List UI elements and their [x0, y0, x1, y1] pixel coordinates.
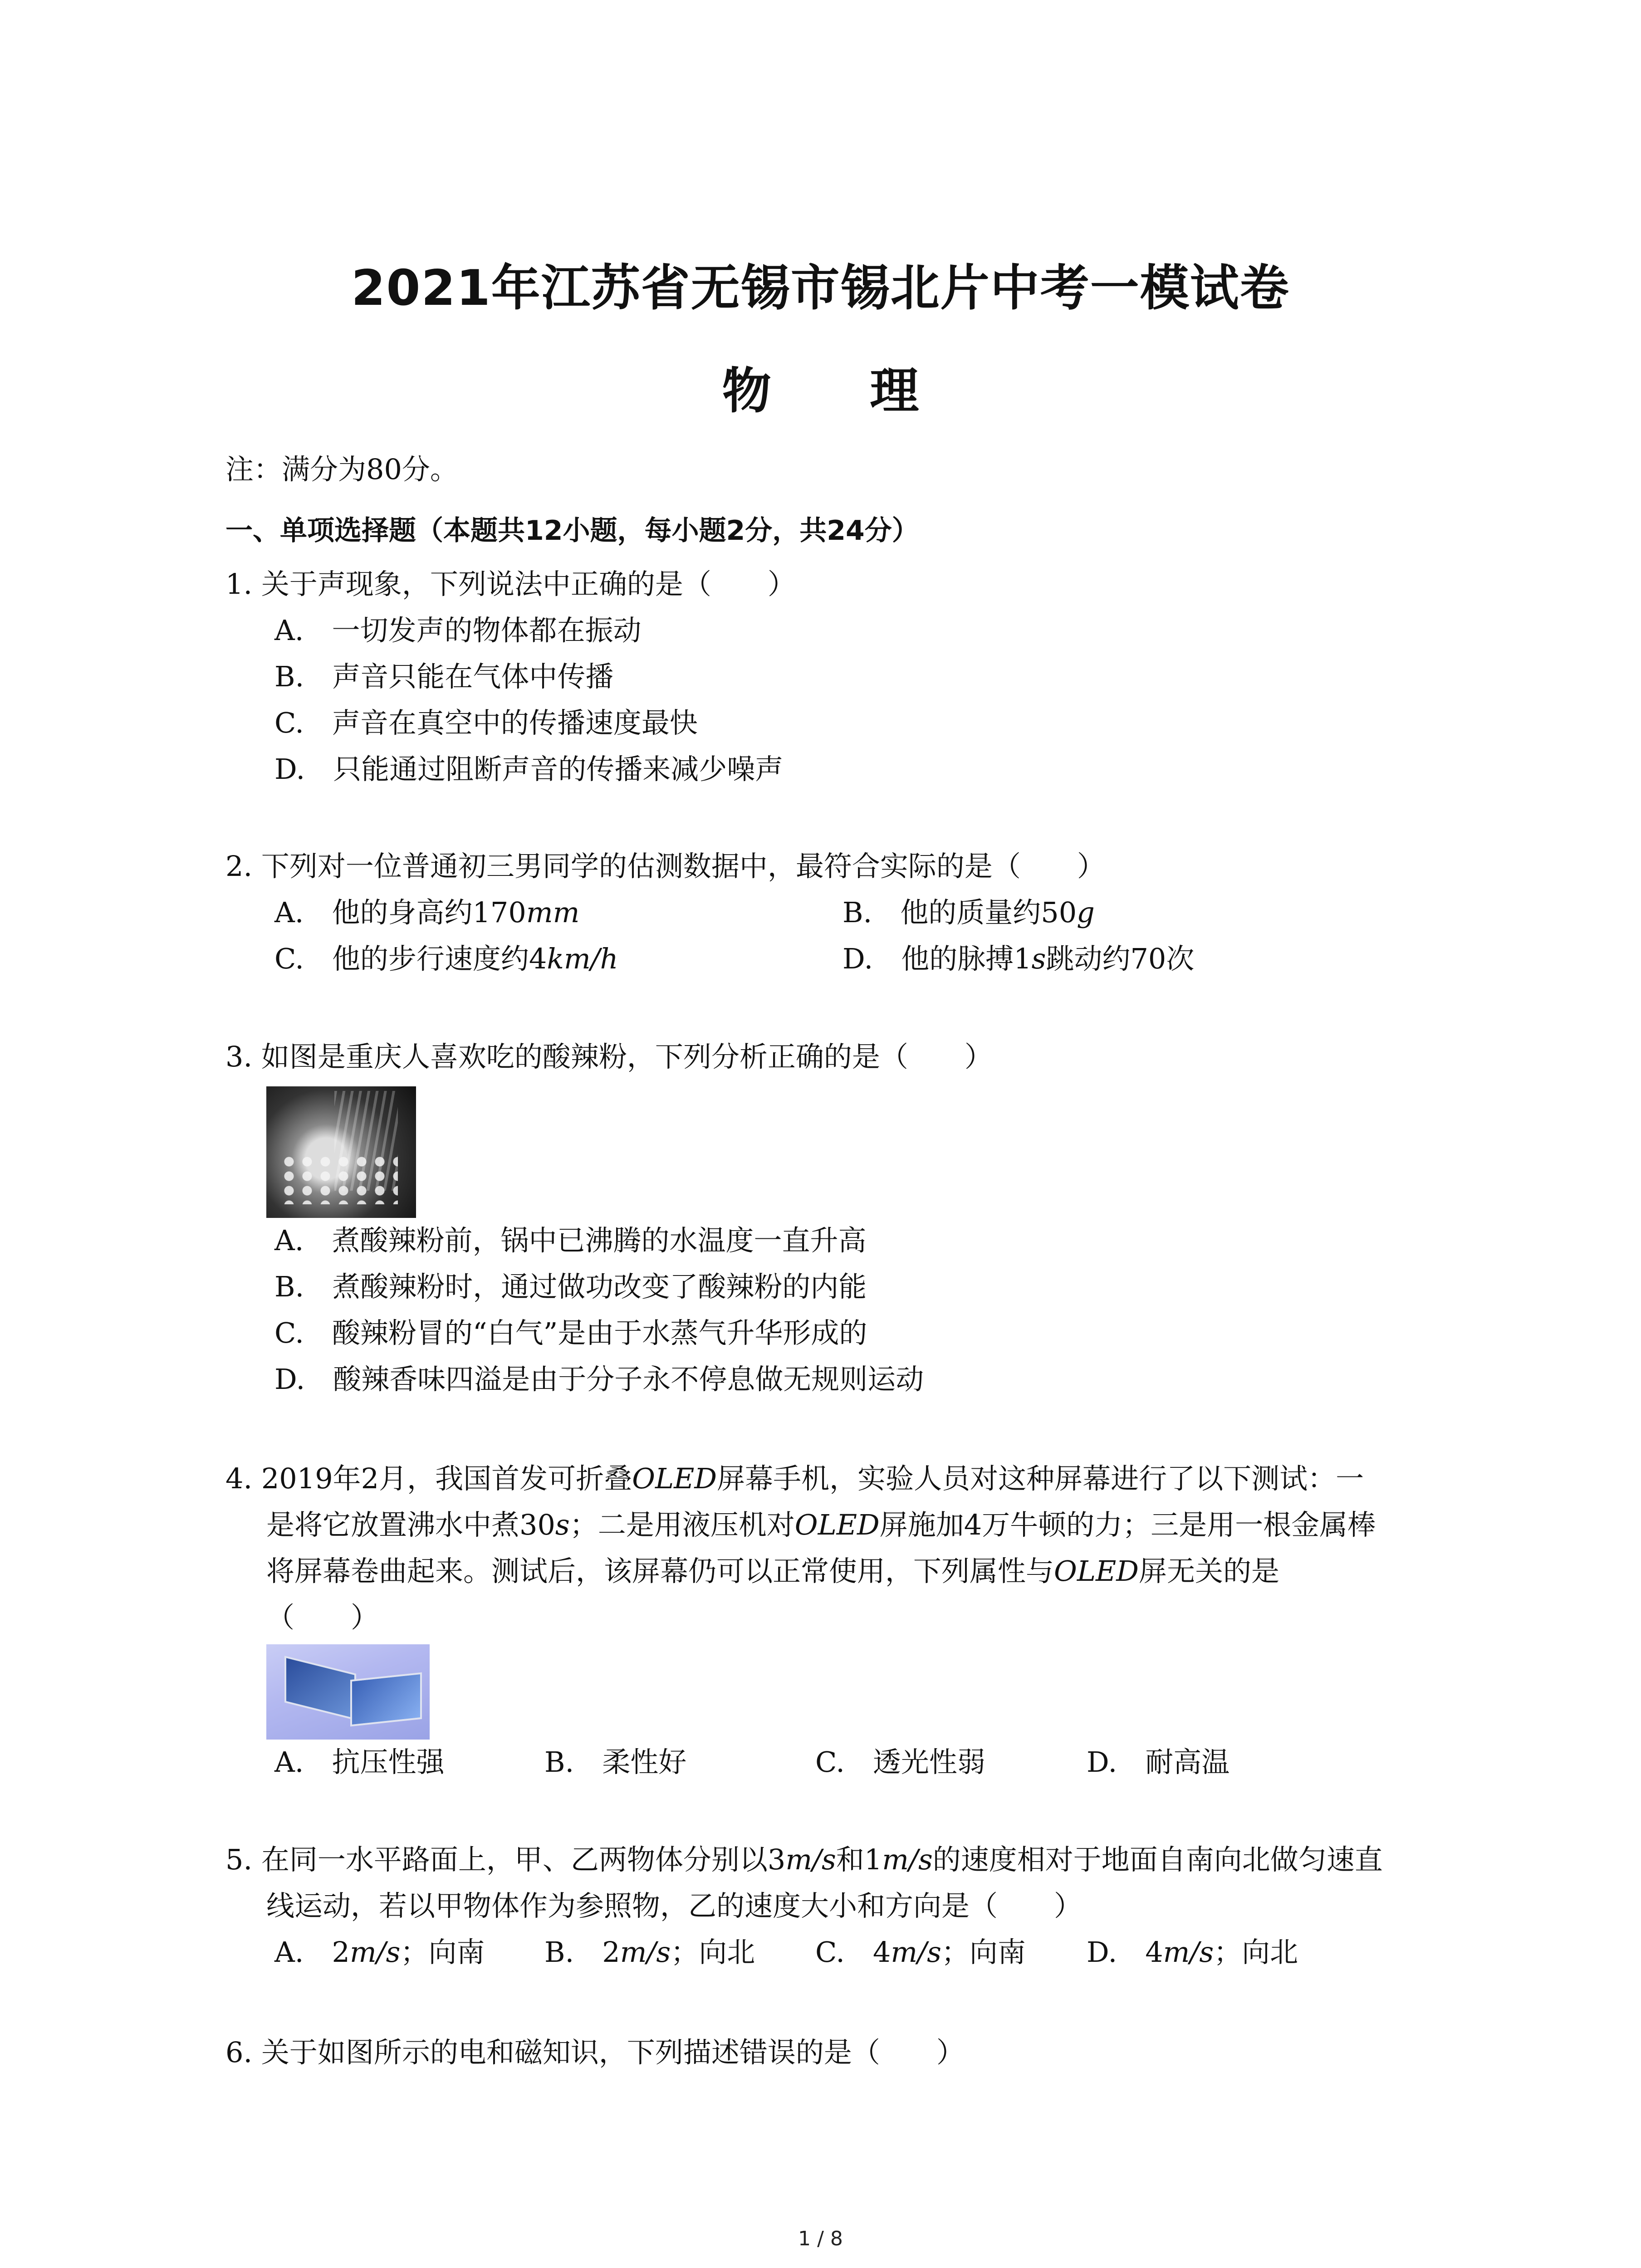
hot-sour-noodles-image — [266, 1086, 416, 1218]
question-1-stem: 1. 关于声现象，下列说法中正确的是（ ） — [225, 567, 796, 601]
question-4-option-c: C. 透光性弱 — [815, 1745, 985, 1779]
page-number: 1 / 8 — [798, 2227, 843, 2250]
question-4-stem-line3: 将屏幕卷曲起来。测试后，该屏幕仍可以正常使用，下列属性与OLED屏无关的是 — [266, 1554, 1279, 1588]
question-1-option-b: B. 声音只能在气体中传播 — [274, 660, 614, 693]
foldable-phone-image — [266, 1644, 430, 1740]
question-6-stem: 6. 关于如图所示的电和磁知识，下列描述错误的是（ ） — [225, 2036, 965, 2069]
question-5-stem-line1: 5. 在同一水平路面上，甲、乙两物体分别以3m/s和1m/s的速度相对于地面自南向北做匀速直 — [225, 1843, 1383, 1876]
question-2-option-c: C. 他的步行速度约4km/h — [274, 942, 618, 975]
question-4-option-a: A. 抗压性强 — [274, 1745, 445, 1779]
question-4-option-d: D. 耐高温 — [1087, 1745, 1230, 1779]
question-3-option-d: D. 酸辣香味四溢是由于分子永不停息做无规则运动 — [274, 1363, 924, 1396]
question-2-stem: 2. 下列对一位普通初三男同学的估测数据中，最符合实际的是（ ） — [225, 850, 1105, 883]
subject-title: 物 理 — [722, 363, 960, 420]
question-3-option-a: A. 煮酸辣粉前，锅中已沸腾的水温度一直升高 — [274, 1224, 867, 1257]
question-2-option-a: A. 他的身高约170mm — [274, 896, 580, 929]
exam-title: 2021年江苏省无锡市锡北片中考一模试卷 — [351, 260, 1290, 317]
question-3-option-c: C. 酸辣粉冒的“白气”是由于水蒸气升华形成的 — [274, 1316, 867, 1349]
question-3-stem: 3. 如图是重庆人喜欢吃的酸辣粉，下列分析正确的是（ ） — [225, 1040, 993, 1073]
question-1-option-d: D. 只能通过阻断声音的传播来减少噪声 — [274, 753, 784, 786]
question-2-option-b: B. 他的质量约50g — [843, 896, 1095, 929]
question-1-option-c: C. 声音在真空中的传播速度最快 — [274, 706, 698, 739]
question-1-option-a: A. 一切发声的物体都在振动 — [274, 614, 642, 647]
question-5-option-d: D. 4m/s；向北 — [1087, 1936, 1298, 1969]
question-5-stem-line2: 线运动，若以甲物体作为参照物，乙的速度大小和方向是（ ） — [266, 1889, 1083, 1922]
section-heading: 一、单项选择题（本题共12小题，每小题2分，共24分） — [225, 515, 919, 547]
question-3-option-b: B. 煮酸辣粉时，通过做功改变了酸辣粉的内能 — [274, 1270, 867, 1303]
question-5-option-b: B. 2m/s；向北 — [544, 1936, 755, 1969]
question-4-stem-line1: 4. 2019年2月，我国首发可折叠OLED屏幕手机，实验人员对这种屏幕进行了以下测试：一 — [225, 1462, 1364, 1495]
question-4-stem-line2: 是将它放置沸水中煮30s；二是用液压机对OLED屏施加4万牛顿的力；三是用一根金属棒 — [266, 1508, 1376, 1541]
score-note: 注：满分为80分。 — [225, 453, 458, 486]
question-5-option-a: A. 2m/s；向南 — [274, 1936, 485, 1969]
question-2-option-d: D. 他的脉搏1s跳动约70次 — [843, 942, 1195, 975]
question-4-answer-blank: （ ） — [266, 1601, 379, 1634]
question-4-option-b: B. 柔性好 — [544, 1745, 687, 1779]
question-5-option-c: C. 4m/s；向南 — [815, 1936, 1026, 1969]
